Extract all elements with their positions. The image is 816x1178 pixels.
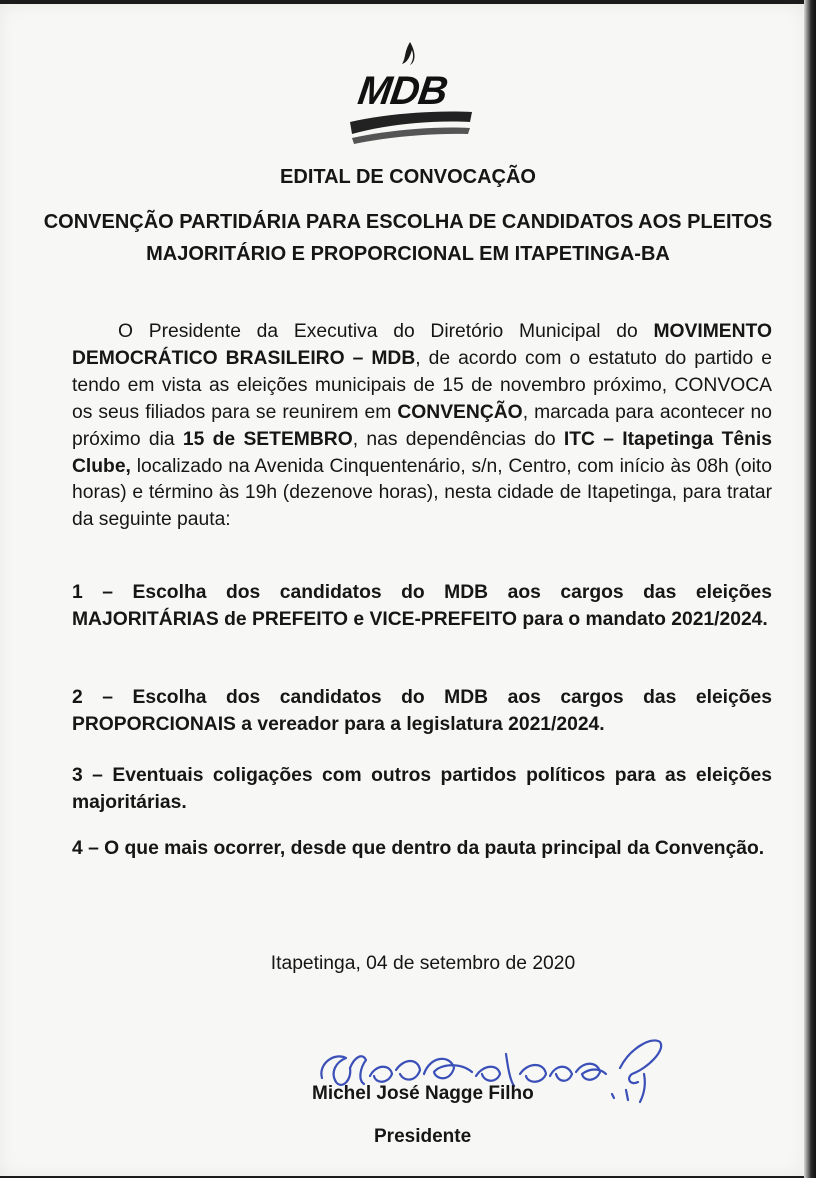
date-line: Itapetinga, 04 de setembro de 2020 — [270, 953, 576, 974]
intro-text-3: , marcada para acontecer no próximo dia — [72, 401, 773, 450]
event-name: CONVENÇÃO — [397, 401, 523, 423]
agenda-item-1: 1 – Escolha dos candidatos do MDB aos cargos das eleições MAJORITÁRIAS de PREFEITO e VICE-PREFEITO para o mandato 2021/2024. — [72, 582, 772, 630]
event-date: 15 de SETEMBRO — [182, 428, 353, 450]
party-name: MOVIMENTO DEMOCRÁTICO BRASILEIRO – MDB — [72, 321, 772, 369]
intro-text-4: , nas dependências do — [352, 428, 564, 450]
agenda-item-4: 4 – O que mais ocorrer, desde que dentro da pauta principal da Convenção. — [72, 838, 765, 859]
agenda-item-2: 2 – Escolha dos candidatos do MDB aos cargos das eleições PROPORCIONAIS a vereador para a legislatura 2021/2024. — [72, 687, 772, 735]
intro-text-2: , de acordo com o estatuto do partido e tendo em vista as eleições municipais de 15 de novembro próximo, CONVOCA os seus filiados para se reunirem em — [72, 347, 772, 423]
page-subtitle — [40, 206, 776, 270]
logo-text: MDB — [355, 68, 450, 113]
signer-role: Presidente — [374, 1126, 472, 1147]
subtitle-line-1: CONVENÇÃO PARTIDÁRIA PARA ESCOLHA DE CANDIDATOS AOS PLEITOS — [43, 211, 773, 233]
intro-paragraph — [72, 319, 772, 534]
intro-text-5: localizado na Avenida Cinquentenário, s/n, Centro, com início às 08h (oito horas) e término às 19h (dezenove horas), nesta cidade de Itapetinga, para tratar da seguinte pauta: — [72, 455, 772, 531]
agenda-item-3: 3 – Eventuais coligações com outros partidos políticos para as eleições majoritárias. — [72, 765, 772, 813]
intro-text-1: O Presidente da Executiva do Diretório Municipal do — [118, 321, 654, 342]
page-title: EDITAL DE CONVOCAÇÃO — [280, 166, 536, 188]
signer-name: Michel José Nagge Filho — [312, 1083, 534, 1104]
venue-name: ITC – Itapetinga Tênis Clube, — [72, 428, 772, 477]
subtitle-line-2: MAJORITÁRIO E PROPORCIONAL EM ITAPETINGA-BA — [146, 243, 670, 265]
mdb-logo-icon — [344, 38, 476, 148]
